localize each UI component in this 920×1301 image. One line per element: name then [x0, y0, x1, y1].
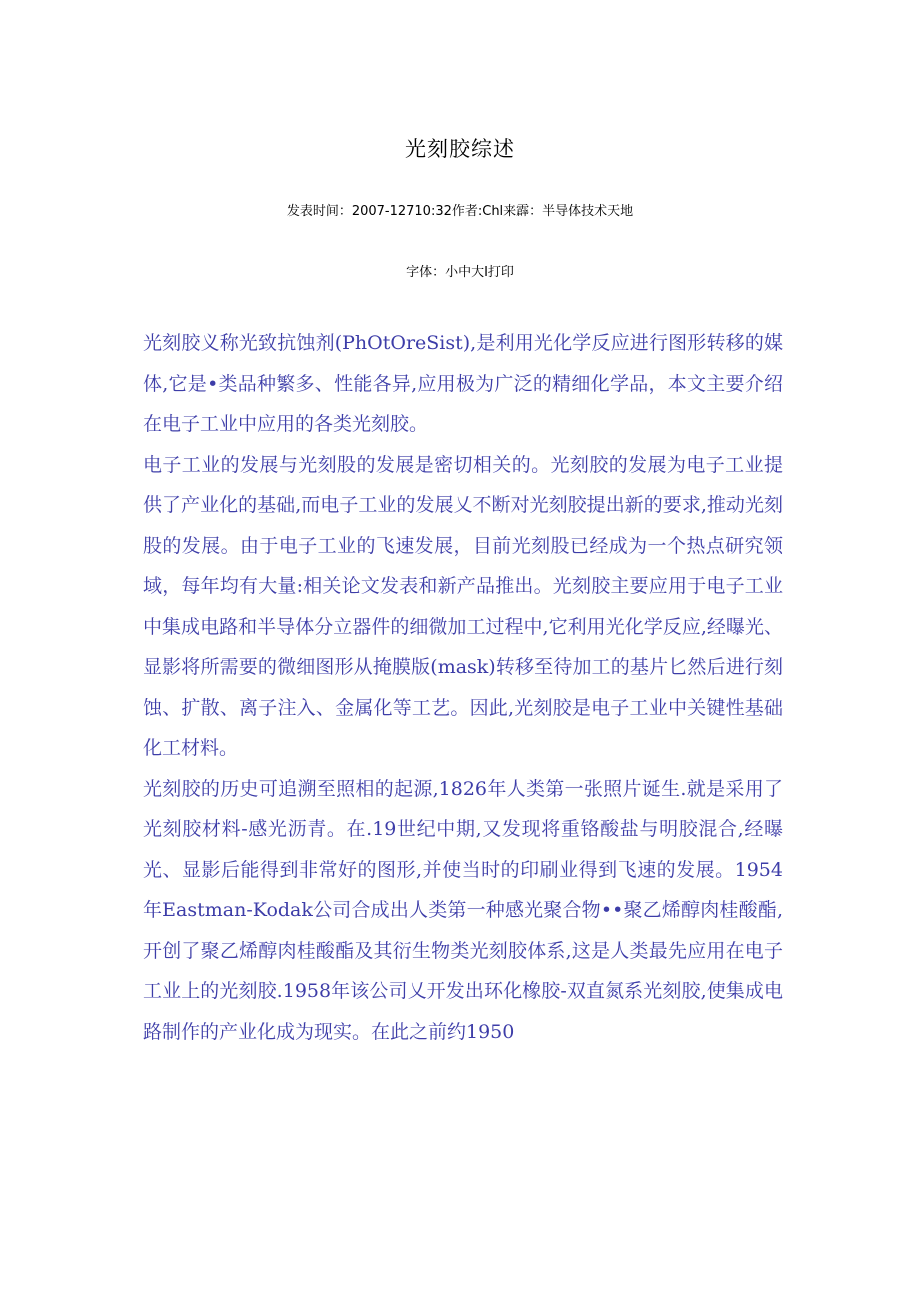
- paragraph: 电子工业的发展与光刻股的发展是密切相关的。光刻胶的发展为电子工业提供了产业化的基础,而电子工业的发展乂不断对光刻胶提出新的要求,推动光刻股的发展。由于电子工业的飞速发展，目前光刻股已经成为一个热点研究领域，每年均有大量:相关论文发表和新产品推出。光刻胶主要应用于电子工业中集成电路和半导体分立器件的细微加工过程中,它利用光化学反应,经曝光、显影将所需要的微细图形从掩膜版(mask)转移至待加工的基片匕然后进行刻蚀、扩散、离子注入、金属化等工艺。因此,光刻胶是电子工业中关键性基础化工材料。: [143, 453, 783, 759]
- paragraph: 光刻胶的历史可追溯至照相的起源,1826年人类第一张照片诞生.就是采用了光刻胶材料-感光沥青。在.19世纪中期,又发现将重铬酸盐与明胶混合,经曝光、显影后能得到非常好的图形,并使当时的印刷业得到飞速的发展。1954年Eastman-Kodak公司合成出人类第一种感光聚合物••聚乙烯醇肉桂酸酯,开创了聚乙烯醇肉桂酸酯及其衍生物类光刻胶体系,这是人类最先应用在电子工业上的光刻胶.1958年该公司乂开发出环化橡胶-双直氮系光刻胶,使集成电路制作的产业化成为现实。在此之前约1950: [143, 777, 783, 1043]
- font-size-print-line: 字体：小中大I打印: [406, 265, 514, 280]
- article-meta: 发表时间：2007-12710:32作者:Chl来霹：半导体技术天地: [286, 204, 634, 219]
- paragraph: 光刻胶义称光致抗蚀剂(PhOtOreSist),是利用光化学反应进行图形转移的媒体,它是•类品种繁多、性能各异,应用极为广泛的精细化学品，本文主要介绍在电子工业中应用的各类光刻胶。: [143, 332, 783, 435]
- article-title: 光刻胶综述: [405, 137, 515, 161]
- article-body: [143, 323, 783, 1052]
